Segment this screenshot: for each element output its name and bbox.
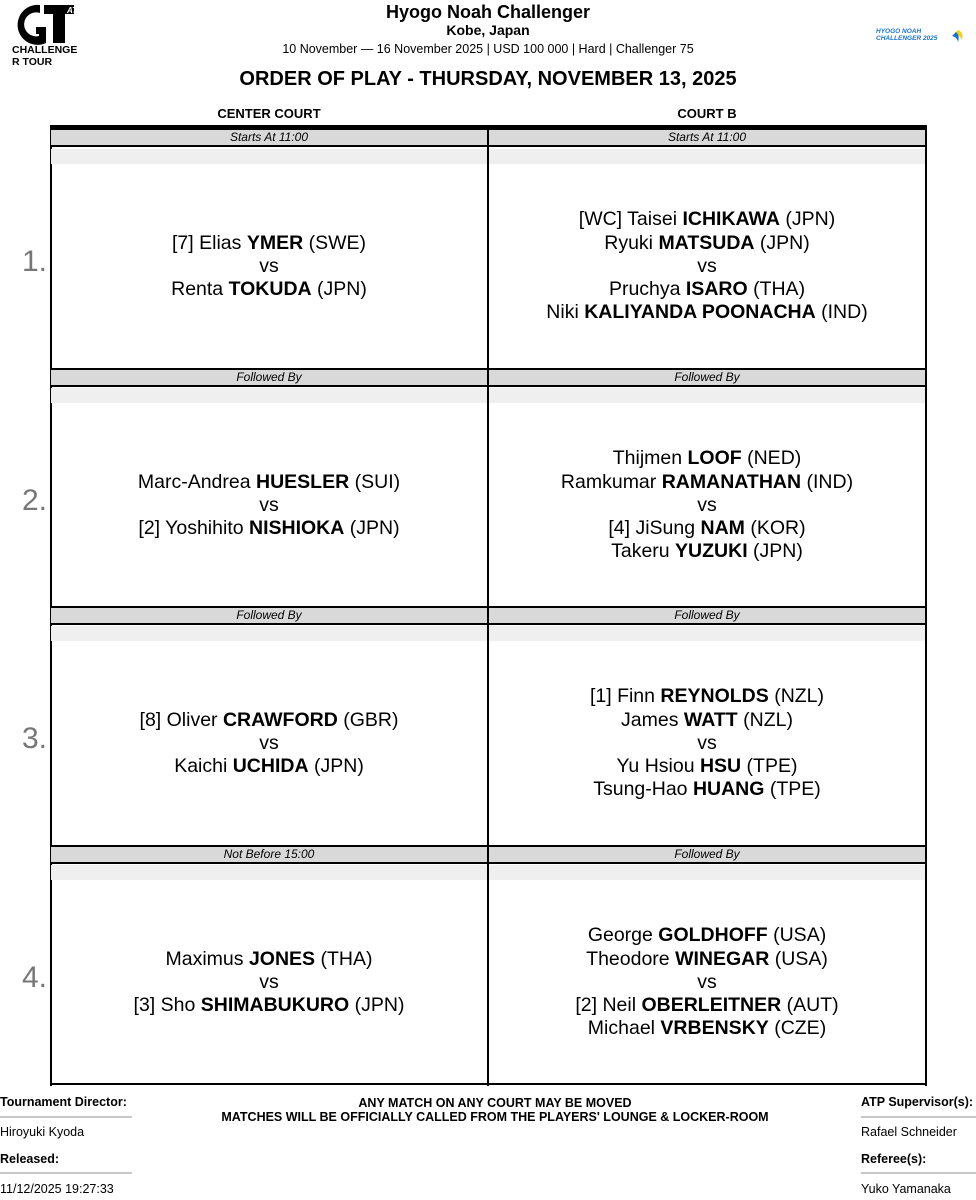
- match-card: [51, 403, 487, 608]
- player-line: [561, 471, 853, 494]
- player-line: [546, 301, 867, 324]
- player-text: [8] Oliver: [139, 708, 223, 731]
- player-text: Kaichi: [174, 755, 233, 778]
- match-time-header: Starts At 11:00: [489, 130, 925, 147]
- player-line: [609, 278, 805, 301]
- player-text: (TPE): [741, 755, 798, 778]
- player-text: (SUI): [349, 470, 401, 493]
- match-shade-strip: [489, 626, 925, 641]
- tournament-info: 10 November — 16 November 2025 | USD 100 000 | Hard | Challenger 75: [282, 42, 694, 56]
- match-card: [51, 641, 487, 846]
- player-text: [1] Finn: [589, 685, 661, 708]
- released-divider: [0, 1172, 132, 1174]
- player-surname: GOLDHOFF: [658, 924, 768, 947]
- player-surname: OBERLEITNER: [641, 994, 782, 1017]
- match-shade-strip: [489, 388, 925, 403]
- player-text: James: [621, 708, 684, 731]
- player-line: [166, 948, 373, 971]
- player-text: vs: [697, 493, 717, 516]
- player-text: (TPE): [764, 778, 821, 801]
- court-header-center: CENTER COURT: [217, 106, 321, 121]
- director-divider: [0, 1116, 132, 1118]
- player-text: (KOR): [744, 517, 806, 540]
- referee-label: Referee(s):: [861, 1152, 927, 1166]
- player-line: [617, 755, 798, 778]
- match-time-header: Followed By: [489, 845, 925, 864]
- player-surname: HSU: [699, 755, 742, 778]
- order-of-play-title: ORDER OF PLAY - THURSDAY, NOVEMBER 13, 2025: [239, 68, 737, 90]
- player-line: [590, 685, 824, 708]
- player-surname: NAM: [700, 517, 745, 540]
- match-card: [51, 164, 487, 369]
- court-header-b: COURT B: [677, 106, 737, 121]
- supervisor-name: Rafael Schneider: [861, 1125, 957, 1139]
- player-text: Maximus: [165, 947, 249, 970]
- player-line: [613, 447, 802, 470]
- player-line: [586, 948, 828, 971]
- player-surname: YMER: [246, 231, 304, 254]
- player-line: [140, 709, 399, 732]
- player-text: Marc-Andrea: [137, 470, 256, 493]
- player-line: [608, 517, 805, 540]
- vs-label: [697, 971, 717, 994]
- player-line: [174, 755, 364, 778]
- player-line: [579, 208, 835, 231]
- player-text: Renta: [171, 278, 229, 301]
- player-text: (USA): [769, 947, 828, 970]
- player-line: [138, 471, 400, 494]
- match-card: [489, 164, 925, 369]
- referee-divider: [861, 1172, 976, 1174]
- player-text: Yu Hsiou: [616, 755, 700, 778]
- player-text: Niki: [546, 301, 585, 324]
- player-surname: WINEGAR: [675, 947, 770, 970]
- player-surname: REYNOLDS: [660, 685, 769, 708]
- atp-badge: ATP: [67, 6, 82, 15]
- match-time-header: Not Before 15:00: [51, 845, 487, 864]
- player-text: (USA): [767, 924, 827, 947]
- player-surname: CRAWFORD: [222, 708, 338, 731]
- player-surname: JONES: [248, 947, 316, 970]
- player-text: (NED): [741, 447, 802, 470]
- player-text: Pruchya: [608, 278, 686, 301]
- director-label: Tournament Director:: [0, 1095, 127, 1109]
- player-text: (AUT): [781, 994, 839, 1017]
- player-surname: SHIMABUKURO: [200, 994, 350, 1017]
- player-text: (JPN): [311, 278, 367, 301]
- tournament-city: Kobe, Japan: [446, 22, 530, 38]
- player-line: [611, 540, 803, 563]
- player-text: Tsung-Hao: [593, 778, 693, 801]
- match-card: [489, 880, 925, 1085]
- match-time-header: Followed By: [51, 606, 487, 625]
- challenger-tour-text: CHALLENGER TOUR: [12, 44, 78, 68]
- match-time-header: Followed By: [51, 368, 487, 387]
- player-text: Theodore: [586, 947, 676, 970]
- referee-name: Yuko Yamanaka: [861, 1182, 951, 1196]
- row-number: 2.: [22, 484, 48, 517]
- player-text: [4] JiSung: [608, 517, 701, 540]
- notice-called: MATCHES WILL BE OFFICIALLY CALLED FROM THE PLAYERS' LOUNGE & LOCKER-ROOM: [221, 1110, 769, 1124]
- match-card: [489, 641, 925, 846]
- player-line: [604, 232, 809, 255]
- player-surname: MATSUDA: [658, 231, 755, 254]
- player-line: [588, 1017, 826, 1040]
- player-text: Ramkumar: [560, 470, 662, 493]
- player-line: [621, 709, 793, 732]
- match-card: [489, 403, 925, 608]
- player-text: [WC] Taisei: [578, 208, 683, 231]
- player-line: [172, 232, 366, 255]
- player-text: (JPN): [344, 517, 400, 540]
- player-text: (JPN): [308, 755, 364, 778]
- vs-label: [259, 971, 279, 994]
- player-text: vs: [697, 731, 717, 754]
- player-surname: YUZUKI: [675, 540, 748, 563]
- player-text: [2] Neil: [575, 994, 642, 1017]
- director-name: Hiroyuki Kyoda: [0, 1125, 85, 1139]
- match-time-header: Starts At 11:00: [51, 130, 487, 147]
- player-text: (SWE): [303, 231, 366, 254]
- supervisor-label: ATP Supervisor(s):: [861, 1095, 974, 1109]
- player-surname: ISARO: [685, 278, 748, 301]
- row-number: 1.: [22, 245, 48, 278]
- player-text: (JPN): [349, 994, 405, 1017]
- player-text: (JPN): [747, 540, 803, 563]
- player-text: (THA): [747, 278, 806, 301]
- notice-block: [150, 1096, 840, 1124]
- supervisor-divider: [861, 1116, 976, 1118]
- player-text: Michael: [587, 1017, 661, 1040]
- grid-right-line: [925, 125, 927, 1086]
- player-surname: LOOF: [687, 447, 742, 470]
- player-surname: ICHIKAWA: [682, 208, 780, 231]
- player-line: [171, 278, 367, 301]
- player-text: (CZE): [768, 1017, 827, 1040]
- player-surname: UCHIDA: [232, 755, 309, 778]
- vs-label: [697, 255, 717, 278]
- released-label: Released:: [0, 1152, 60, 1166]
- player-surname: VRBENSKY: [660, 1017, 769, 1040]
- player-surname: RAMANATHAN: [661, 470, 802, 493]
- vs-label: [259, 255, 279, 278]
- notice-moved: ANY MATCH ON ANY COURT MAY BE MOVED: [358, 1096, 632, 1110]
- player-text: (NZL): [768, 685, 825, 708]
- match-shade-strip: [51, 149, 487, 164]
- row-number: 4.: [22, 961, 48, 994]
- player-text: [7] Elias: [172, 231, 247, 254]
- player-surname: NISHIOKA: [249, 517, 345, 540]
- vs-label: [697, 494, 717, 517]
- vs-label: [259, 732, 279, 755]
- player-text: (IND): [801, 470, 854, 493]
- player-text: vs: [259, 970, 279, 993]
- player-surname: TOKUDA: [228, 278, 312, 301]
- player-text: [2] Yoshihito: [138, 517, 249, 540]
- row-number: 3.: [22, 722, 48, 755]
- player-surname: WATT: [683, 708, 738, 731]
- player-text: Takeru: [611, 540, 676, 563]
- player-line: [134, 994, 405, 1017]
- player-text: vs: [259, 731, 279, 754]
- player-surname: HUANG: [692, 778, 765, 801]
- match-card: [51, 880, 487, 1085]
- released-timestamp: 11/12/2025 19:27:33: [0, 1182, 114, 1196]
- tournament-logo-text: HYOGO NOAH CHALLENGER 2025: [876, 28, 938, 42]
- player-text: (JPN): [779, 208, 836, 231]
- player-text: vs: [697, 970, 717, 993]
- player-text: (THA): [315, 947, 373, 970]
- player-text: (IND): [815, 301, 868, 324]
- match-time-header: Followed By: [489, 368, 925, 387]
- player-text: George: [587, 924, 659, 947]
- player-text: Thijmen: [612, 447, 688, 470]
- vs-label: [697, 732, 717, 755]
- player-text: (GBR): [337, 708, 399, 731]
- player-line: [588, 924, 826, 947]
- vs-label: [259, 494, 279, 517]
- player-line: [593, 778, 821, 801]
- match-shade-strip: [51, 388, 487, 403]
- tournament-title: Hyogo Noah Challenger: [385, 2, 591, 22]
- match-shade-strip: [51, 626, 487, 641]
- match-shade-strip: [489, 149, 925, 164]
- match-time-header: Followed By: [489, 606, 925, 625]
- match-shade-strip: [489, 865, 925, 880]
- player-text: Ryuki: [604, 231, 659, 254]
- player-line: [575, 994, 838, 1017]
- match-shade-strip: [51, 865, 487, 880]
- player-text: (JPN): [754, 231, 810, 254]
- player-surname: KALIYANDA POONACHA: [584, 301, 816, 324]
- player-text: vs: [259, 254, 279, 277]
- player-surname: HUESLER: [256, 470, 350, 493]
- player-text: vs: [697, 254, 717, 277]
- player-text: (NZL): [737, 708, 793, 731]
- player-text: [3] Sho: [133, 994, 201, 1017]
- player-text: vs: [259, 493, 279, 516]
- player-line: [138, 517, 399, 540]
